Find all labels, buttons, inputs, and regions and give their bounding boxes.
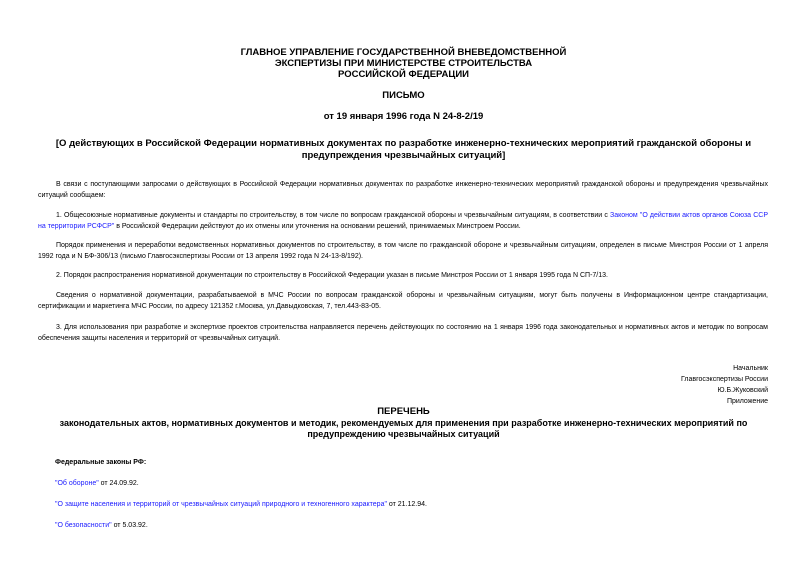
law-link-security[interactable]: "О безопасности" [55,522,112,529]
law-link-population-protection[interactable]: "О защите населения и территорий от чрезвычайных ситуаций природного и техногенного характера" [55,501,387,508]
paragraph-3: 2. Порядок распространения нормативной документации по строительству в Российской Федерации указан в письме Минстроя России от 1 января 1995 года N СП-7/13. [56,272,608,279]
attachment-label: Приложение [726,398,768,405]
paragraph-2: Порядок применения и переработки ведомственных нормативных документов по строительству, в том числе по гражданской обороне и чрезвычайным ситуациям, определен в письме Минстроя России от 1 апреля 1992 года и N БФ-306/13 (письмо Главгосэкспертизы России от 13 апреля 1992 года N 24-13-8/192). [38,242,768,260]
document-date-number: от 19 января 1996 года N 24-8-2/19 [323,111,484,122]
document-subject: [О действующих в Российской Федерации нормативных документах по разработке инженерно-технических мероприятий гражданской обороны и предупреждения чрезвычайных ситуаций] [55,138,752,161]
header-line-1: ГЛАВНОЕ УПРАВЛЕНИЕ ГОСУДАРСТВЕННОЙ ВНЕВЕДОМСТВЕННОЙ [240,47,567,58]
paragraph-5: 3. Для использования при разработке и экспертизе проектов строительства направляется перечень действующих по состоянию на 1 января 1996 года законодательных и нормативных актов и методик по вопросам обеспечения защиты населения и территорий от чрезвычайных ситуаций. [38,324,768,342]
signature-org: Главгосэкспертизы России [681,376,768,383]
list-item [55,479,139,489]
paragraph-4: Сведения о нормативной документации, разрабатываемой в МЧС России по вопросам гражданской обороны и чрезвычайным ситуациям, могут быть получены в Информационном центре стандартизации, сертификации и маркетинга МЧС России, по адресу 121352 г.Москва, ул.Давыдковская, 7, тел.443-83-05. [38,292,768,310]
list-item-date: от 24.09.92. [98,480,139,487]
law-link-ussr-acts[interactable]: Законом "О действии актов органов Союза ССР на территории РСФСР" [38,212,768,230]
list-subtitle: законодательных актов, нормативных документов и методик, рекомендуемых для применения при разработке инженерно-технических мероприятий по предупреждению чрезвычайных ситуаций [59,418,748,439]
list-item-date: от 21.12.94. [386,501,427,508]
list-title: ПЕРЕЧЕНЬ [377,406,430,417]
document-type: ПИСЬМО [382,90,425,101]
paragraph-1 [38,210,768,232]
list-item [55,500,427,510]
list-item-date: от 5.03.92. [111,522,148,529]
law-link-defense[interactable]: "Об обороне" [55,480,99,487]
intro-paragraph: В связи с поступающими запросами о действующих в Российской Федерации нормативных документах по разработке инженерно-технических мероприятий гражданской обороны и предупреждения чрезвычайных ситуаций сообщаем: [38,181,768,199]
section-federal-laws: Федеральные законы РФ: [55,459,147,466]
header-line-3: РОССИЙСКОЙ ФЕДЕРАЦИИ [337,69,469,80]
signature-title: Начальник [733,365,768,372]
signature-name: Ю.Б.Жуковский [717,387,768,394]
header-line-2: ЭКСПЕРТИЗЫ ПРИ МИНИСТЕРСТВЕ СТРОИТЕЛЬСТВА [274,58,533,69]
list-item [55,521,148,531]
paragraph-1-text-after: в Российской Федерации действуют до их отмены или уточнения на основании решений, принимаемых Минстроем России. [114,223,521,230]
paragraph-1-text-before: 1. Общесоюзные нормативные документы и стандарты по строительству, в том числе по вопросам гражданской обороны и чрезвычайным ситуациям, в соответствии с [56,212,610,219]
